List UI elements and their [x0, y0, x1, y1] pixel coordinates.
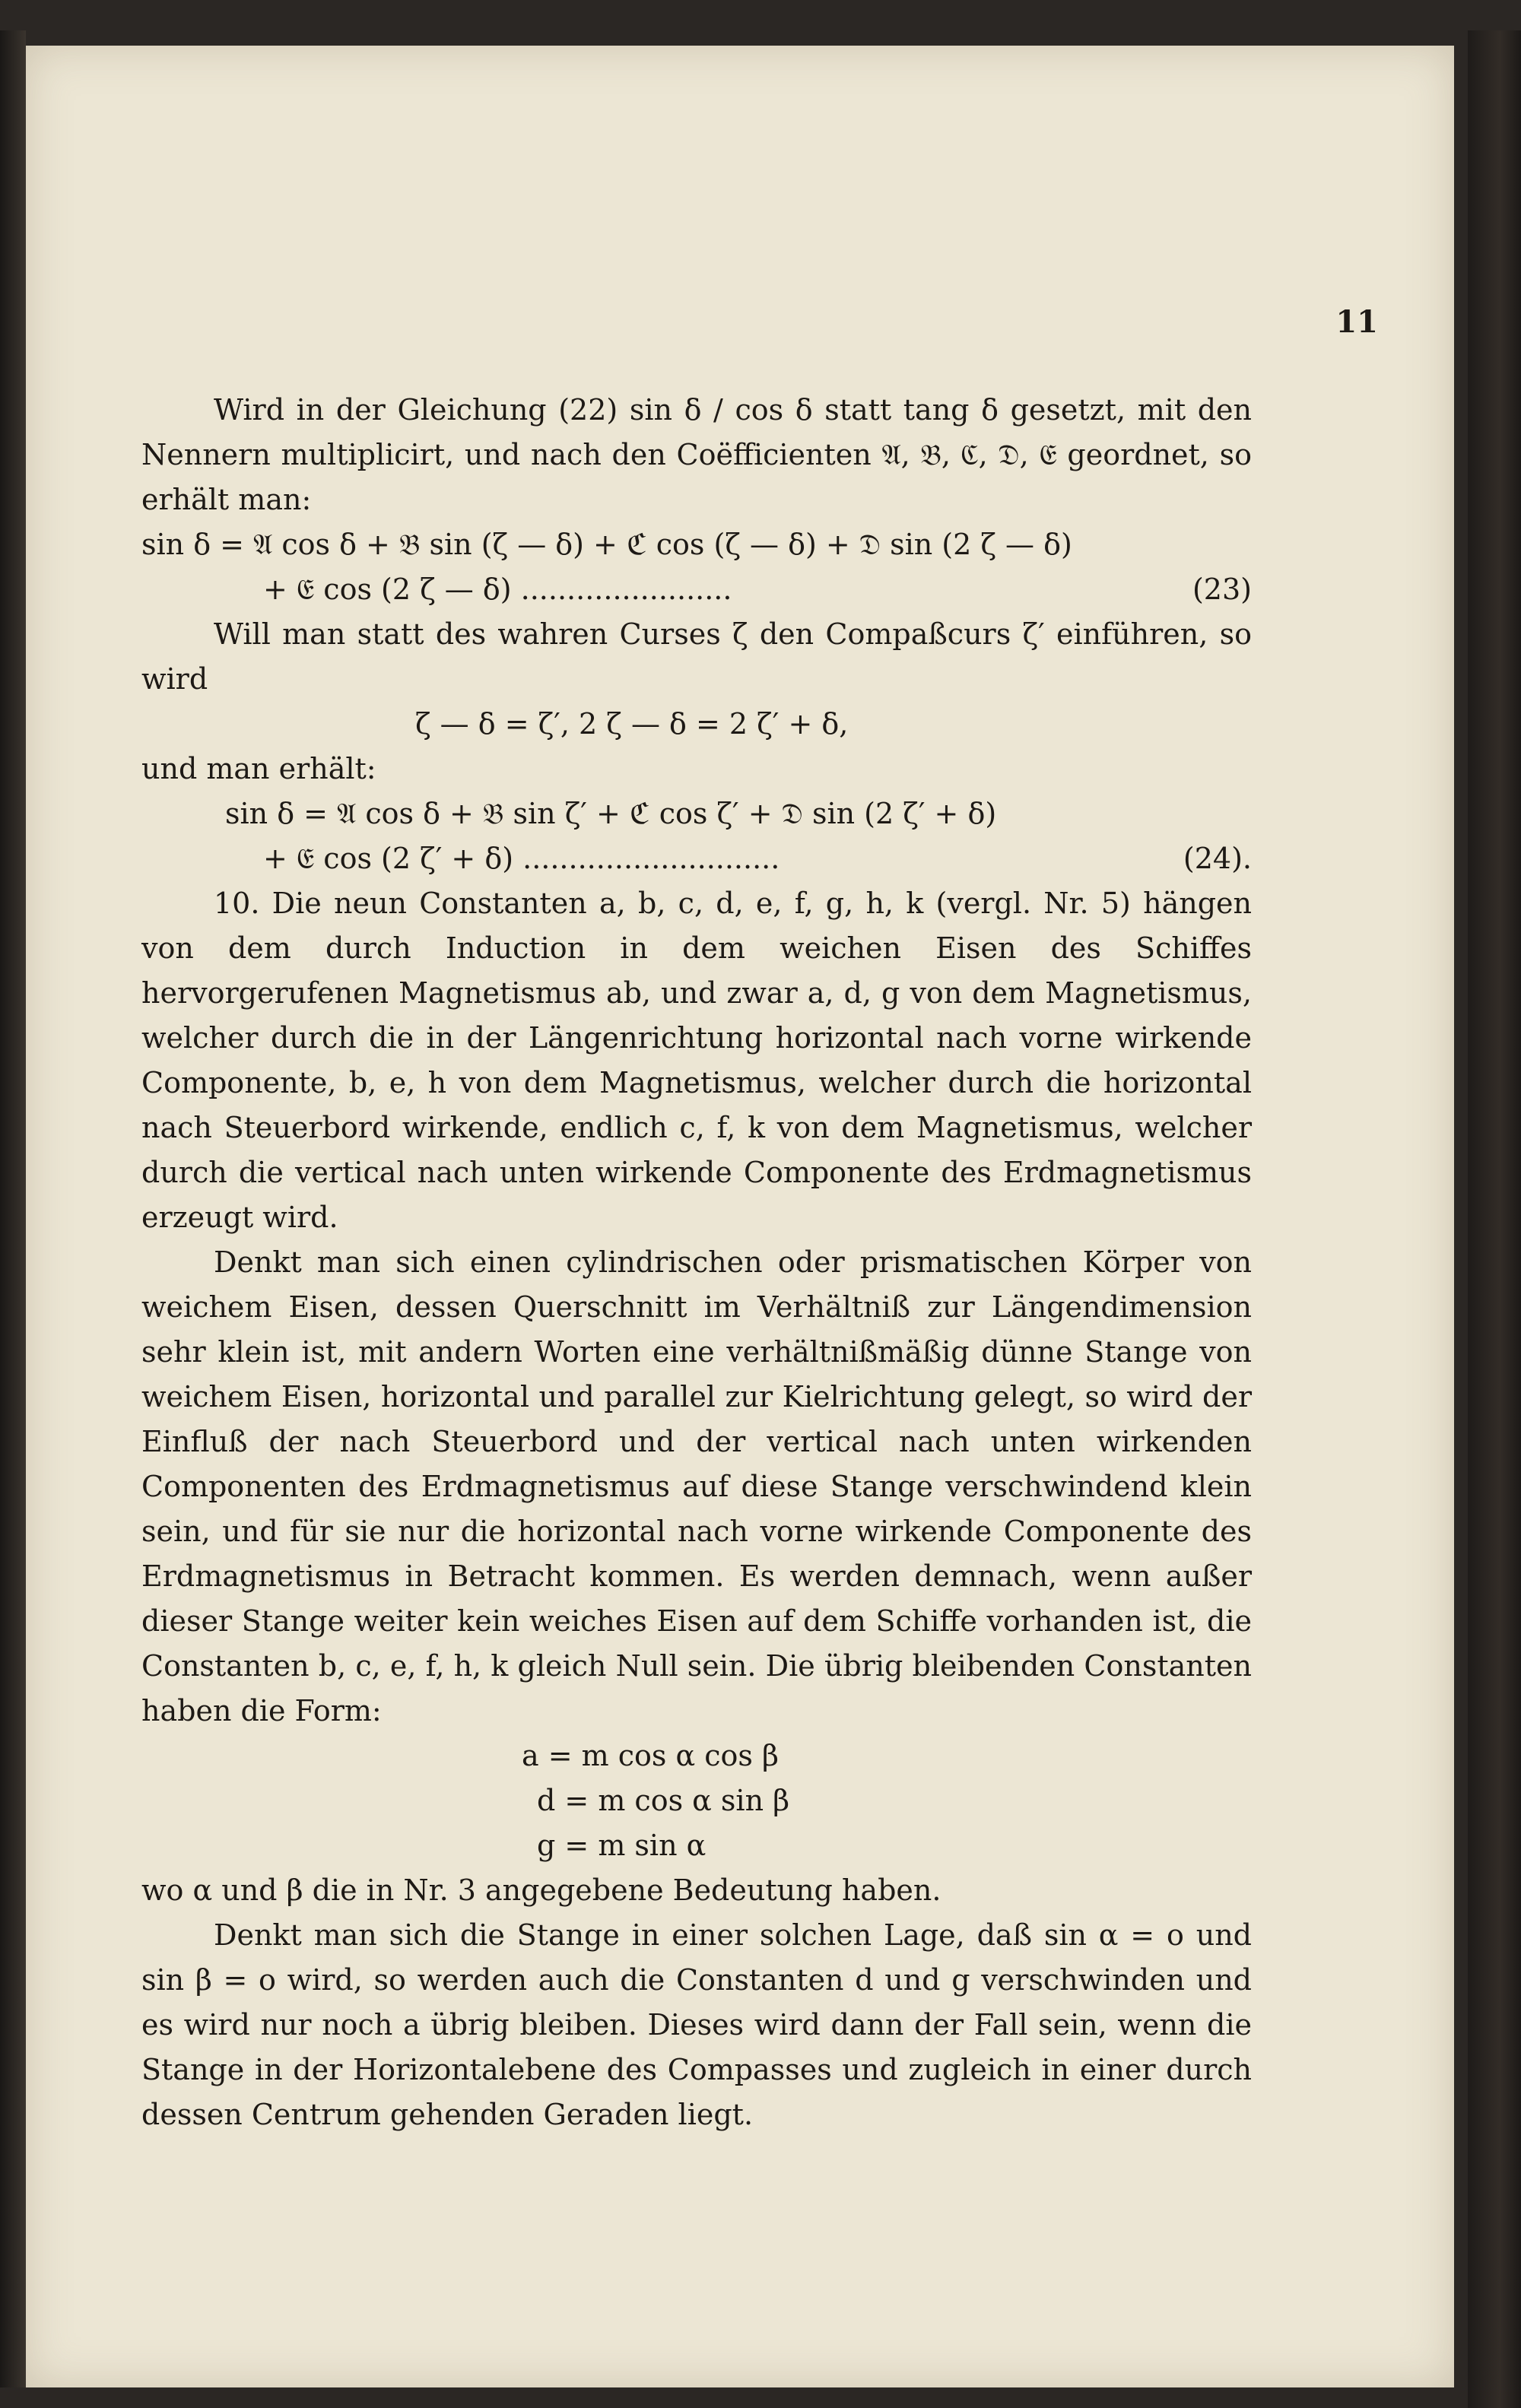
paragraph-5: Denkt man sich einen cylindrischen oder prismatischen Körper von weichem Eisen, dessen Querschnitt im Verhältniß zur Längendimension sehr klein ist, mit andern Worten eine verhältnißmäßig dünne Stange von weichem Eisen, horizontal und parallel zur Kielrichtung gelegt, so wird der Einfluß der nach Steuerbord und der vertical nach unten wirkenden Componenten des Erdmagnetismus auf diese Stange verschwindend klein sein, und für sie nur die horizontal nach vorne wirkende Componente des Erdmagnetismus in Betracht kommen. Es werden demnach, wenn außer dieser Stange weiter kein weiches Eisen auf dem Schiffe vorhanden ist, die Constanten b, c, e, f, h, k gleich Null sein. Die übrig bleibenden Constanten haben die Form: [141, 1245, 1252, 1727]
equation-24-line2 [141, 836, 1252, 881]
book-cover-edge [1468, 30, 1521, 2408]
paragraph-section-10: 10. Die neun Constanten a, b, c, d, e, f, g, h, k (vergl. Nr. 5) hängen von dem durch Induction in dem weichen Eisen des Schiffes hervorgerufenen Magnetismus ab, und zwar a, d, g von dem Magnetismus, welcher durch die in der Längenrichtung horizontal nach vorne wirkende Componente, b, e, h von dem Magnetismus, welcher durch die horizontal nach Steuerbord wirkende, endlich c, f, k von dem Magnetismus, welcher durch die vertical nach unten wirkende Componente des Erdmagnetismus erzeugt wird. [141, 887, 1252, 1234]
equation-a: a = m cos α cos β [522, 1739, 779, 1772]
equation-23-number: (23) [1192, 573, 1252, 606]
equation-g: g = m sin α [537, 1829, 707, 1862]
equation-d: d = m cos α sin β [537, 1784, 790, 1817]
paragraph-7: Denkt man sich die Stange in einer solchen Lage, daß sin α = o und sin β = o wird, so werden auch die Constanten d und g verschwinden und es wird nur noch a übrig bleiben. Dieses wird dann der Fall sein, wenn die Stange in der Horizontalebene des Compasses und zugleich in einer durch dessen Centrum gehenden Geraden liegt. [141, 1918, 1252, 2131]
equation-23-line2 [141, 567, 1252, 612]
book-page [26, 46, 1454, 2387]
paragraph-3: und man erhält: [141, 752, 376, 785]
page-body [141, 388, 1252, 2137]
paragraph-1: Wird in der Gleichung (22) sin δ / cos δ statt tang δ gesetzt, mit den Nennern multiplicirt, und nach den Coëfficienten 𝔄, 𝔅, ℭ, 𝔇, 𝔈 geordnet, so erhält man: [141, 393, 1252, 516]
equation-23-tail: + 𝔈 cos (2 ζ — δ) ....................... [263, 573, 732, 606]
equation-24-number: (24). [1183, 842, 1252, 875]
paragraph-2: Will man statt des wahren Curses ζ den Compaßcurs ζ′ einführen, so wird [141, 617, 1252, 696]
book-gutter [0, 30, 26, 2387]
equation-24-tail: + 𝔈 cos (2 ζ′ + δ) ............................ [263, 842, 780, 875]
equation-24-line1: sin δ = 𝔄 cos δ + 𝔅 sin ζ′ + ℭ cos ζ′ + 𝔇 sin (2 ζ′ + δ) [225, 797, 997, 830]
paragraph-6: wo α und β die in Nr. 3 angegebene Bedeutung haben. [141, 1873, 941, 1907]
equation-substitution: ζ — δ = ζ′, 2 ζ — δ = 2 ζ′ + δ, [415, 707, 849, 741]
equation-23-line1: sin δ = 𝔄 cos δ + 𝔅 sin (ζ — δ) + ℭ cos (ζ — δ) + 𝔇 sin (2 ζ — δ) [141, 528, 1072, 561]
page-number: 11 [1335, 304, 1378, 340]
